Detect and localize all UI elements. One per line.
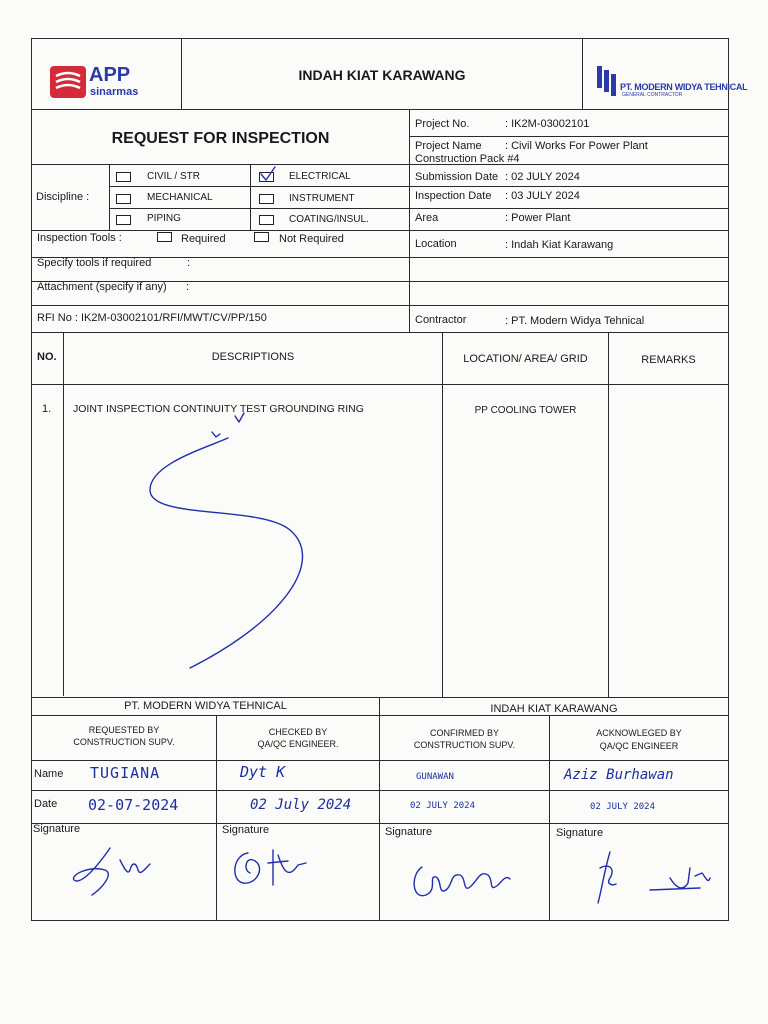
piping-checkbox[interactable] (116, 215, 131, 225)
frame-right (728, 38, 729, 921)
row-1-location: PP COOLING TOWER (474, 405, 577, 416)
inspection-date-value: : 03 JULY 2024 (505, 190, 580, 202)
acknowledged-by-label: ACKNOWLEGED BY (596, 728, 682, 738)
left-company-header: PT. MODERN WIDYA TEHNICAL (124, 700, 287, 712)
mwt-logo-sub: GENERAL CONTRACTOR (622, 92, 683, 98)
requested-by-label: REQUESTED BY (88, 725, 160, 735)
specify-tools-label: Specify tools if required (37, 257, 152, 269)
electrical-checkmark-icon (258, 165, 278, 183)
civil-label: CIVIL / STR (147, 171, 200, 182)
checked-by-name: Dyt K (240, 763, 286, 781)
project-name-label: Project Name (415, 140, 482, 152)
requested-by-signature (70, 840, 160, 900)
frame-left (31, 38, 32, 921)
contractor-label: Contractor (415, 314, 467, 326)
col-remarks-header: REMARKS (641, 354, 696, 366)
required-checkbox[interactable] (157, 232, 172, 242)
confirmed-by-label: CONFIRMED BY (429, 728, 499, 738)
frame-bottom (31, 920, 729, 921)
row-1-no: 1. (42, 403, 52, 415)
col-descriptions-header: DESCRIPTIONS (211, 351, 295, 363)
confirmed-by-date: 02 JULY 2024 (410, 801, 476, 811)
signature-label-3: Signature (385, 826, 433, 838)
checked-by-label: CHECKED BY (268, 727, 328, 737)
confirmed-by-signature (408, 855, 518, 905)
project-no-label: Project No. (415, 118, 470, 130)
app-logo-text: APP (89, 64, 131, 86)
submission-date-label: Submission Date (415, 171, 499, 183)
acknowledged-by-signature (590, 848, 730, 908)
project-name-value-2: Construction Pack #4 (415, 153, 520, 165)
civil-checkbox[interactable] (116, 172, 131, 182)
project-name-value: : Civil Works For Power Plant (505, 140, 648, 152)
mechanical-label: MECHANICAL (147, 192, 213, 203)
signature-label-2: Signature (222, 824, 270, 836)
signature-label-4: Signature (556, 827, 604, 839)
acknowledged-by-date: 02 JULY 2024 (590, 802, 656, 812)
area-value: : Power Plant (505, 212, 571, 224)
company-title: INDAH KIAT KARAWANG (298, 67, 466, 83)
requested-by-date: 02-07-2024 (88, 796, 179, 814)
mwt-logo-icon (597, 66, 619, 96)
app-logo-sub: sinarmas (90, 86, 139, 98)
location-value: : Indah Kiat Karawang (505, 239, 614, 251)
attachment-colon: : (186, 281, 190, 293)
name-row-label: Name (34, 768, 64, 780)
inspection-date-label: Inspection Date (415, 190, 492, 202)
requested-by-role: CONSTRUCTION SUPV. (73, 737, 175, 747)
rfi-number: RFI No : IK2M-03002101/RFI/MWT/CV/PP/150 (37, 312, 267, 324)
right-company-header: INDAH KIAT KARAWANG (490, 703, 618, 715)
contractor-value: : PT. Modern Widya Tehnical (505, 315, 645, 327)
specify-tools-colon: : (187, 257, 191, 269)
col-no-header: NO. (37, 351, 57, 363)
project-no-value: : IK2M-03002101 (505, 118, 590, 130)
app-logo-icon (50, 66, 86, 98)
not-required-label: Not Required (279, 233, 344, 245)
strike-through-scribble (140, 410, 330, 680)
coating-label: COATING/INSUL. (289, 214, 369, 225)
mechanical-checkbox[interactable] (116, 194, 131, 204)
instrument-label: INSTRUMENT (289, 193, 355, 204)
signature-label-1: Signature (33, 823, 81, 835)
col-location-header: LOCATION/ AREA/ GRID (463, 353, 588, 365)
date-row-label: Date (34, 798, 58, 810)
checked-by-signature (228, 845, 318, 895)
checked-by-role: QA/QC ENGINEER. (257, 739, 339, 749)
confirmed-by-name: GUNAWAN (416, 772, 454, 782)
acknowledged-by-name: Aziz Burhawan (564, 767, 674, 783)
confirmed-by-role: CONSTRUCTION SUPV. (413, 740, 516, 750)
requested-by-name: TUGIANA (90, 764, 161, 782)
instrument-checkbox[interactable] (259, 194, 274, 204)
not-required-checkbox[interactable] (254, 232, 269, 242)
coating-checkbox[interactable] (259, 215, 274, 225)
acknowledged-by-role: QA/QC ENGINEER (599, 741, 679, 751)
form-title: REQUEST FOR INSPECTION (111, 130, 330, 147)
location-label: Location (415, 238, 457, 250)
electrical-label: ELECTRICAL (289, 171, 351, 182)
row-1-description: JOINT INSPECTION CONTINUITY TEST GROUNDING RING (73, 403, 364, 415)
submission-date-value: : 02 JULY 2024 (505, 171, 580, 183)
piping-label: PIPING (147, 213, 181, 224)
area-label: Area (415, 212, 439, 224)
inspection-tools-label: Inspection Tools : (37, 232, 122, 244)
checked-by-date: 02 July 2024 (250, 797, 352, 813)
frame-top (31, 38, 729, 39)
required-label: Required (181, 233, 226, 245)
discipline-label: Discipline : (36, 191, 90, 203)
attachment-label: Attachment (specify if any) (37, 281, 167, 293)
mwt-logo-text: PT. MODERN WIDYA TEHNICAL (620, 82, 748, 92)
